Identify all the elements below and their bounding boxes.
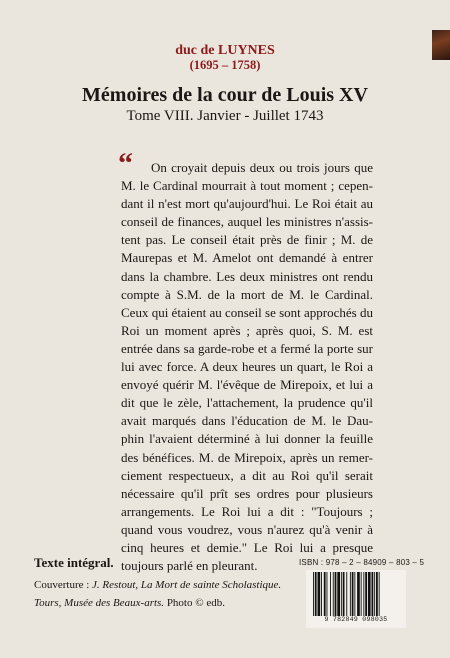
book-title: Mémoires de la cour de Louis XV [82, 84, 368, 106]
excerpt-line: dit que le zèle, l'attachement, la prudence qu'il [121, 395, 373, 411]
credit-artwork: J. Restout, La Mort de sainte Scholastique. [92, 579, 282, 591]
isbn-number: ISBN : 978 – 2 – 84909 – 803 – 5 [299, 558, 425, 567]
excerpt-line: entrée dans sa garde-robe et a fermé la porte sur [121, 340, 373, 356]
cover-credit [34, 576, 296, 612]
excerpt-line: dant il n'est mort qu'aujourd'hui. Le Roi était au [121, 196, 373, 212]
excerpt-line: Maurepas et M. Amelot ont demandé à entrer [121, 250, 373, 266]
barcode-digits: 9 782849 098035 [324, 616, 388, 623]
excerpt-text [121, 159, 373, 575]
excerpt-line: dans la chambre. Les deux ministres ont rendu [121, 268, 373, 284]
barcode [306, 570, 406, 628]
barcode-bars-icon [312, 572, 404, 616]
excerpt-line: quand vous voudrez, vous n'aurez qu'à venir à [121, 521, 373, 537]
credit-museum: Tours, Musée des Beaux-arts. [34, 597, 165, 609]
author-dates: (1695 – 1758) [189, 58, 261, 72]
credit-prefix: Couverture : [34, 579, 93, 591]
book-subtitle: Tome VIII. Janvier - Juillet 1743 [126, 108, 324, 124]
excerpt-line: tent pas. Le conseil était près de finir ; M. de [121, 232, 373, 248]
excerpt-line: conseil de finances, auquel les ministres n'assis- [121, 214, 373, 230]
excerpt-line: M. le Cardinal mourrait à tout moment ; cepen- [121, 178, 373, 194]
excerpt-line: arrangements. Le Roi lui a dit : "Toujours ; [121, 503, 373, 519]
excerpt-line: Ceux qui étaient au conseil se sont approchés du [121, 304, 373, 320]
full-text-label: Texte intégral. [34, 555, 114, 570]
excerpt-line: nécessaire qu'il prît ses ordres pour plusieurs [121, 485, 373, 501]
opening-quote-mark: “ [118, 147, 133, 180]
excerpt-line: compte à S.M. de la mort de M. le Cardinal. [121, 286, 373, 302]
excerpt-line: phin l'avaient déterminé à lui donner la feuille [121, 431, 373, 447]
excerpt-line: Roi un moment après ; après quoi, S. M. est [121, 322, 373, 338]
excerpt-line: avait marqués dans l'éducation de M. le Dau- [121, 413, 373, 429]
credit-photo: Photo © edb. [164, 597, 225, 609]
author-name: duc de LUYNES [175, 43, 275, 58]
excerpt-line: toujours parlé en pleurant. [121, 558, 258, 574]
excerpt-line: cinq heures et demie." Le Roi lui a presque [121, 539, 373, 555]
excerpt-line: On croyait depuis deux ou trois jours que [151, 160, 373, 175]
excerpt-line: envoyé quérir M. l'évêque de Mirepoix, et lui a [121, 377, 373, 393]
excerpt-line: ciement respectueux, a dit au Roi qu'il serait [121, 467, 373, 483]
excerpt-line: lui avec force. A deux heures un quart, le Roi a [121, 359, 373, 375]
excerpt-line: des bénéfices. M. de Mirepoix, après un remer- [121, 449, 373, 465]
